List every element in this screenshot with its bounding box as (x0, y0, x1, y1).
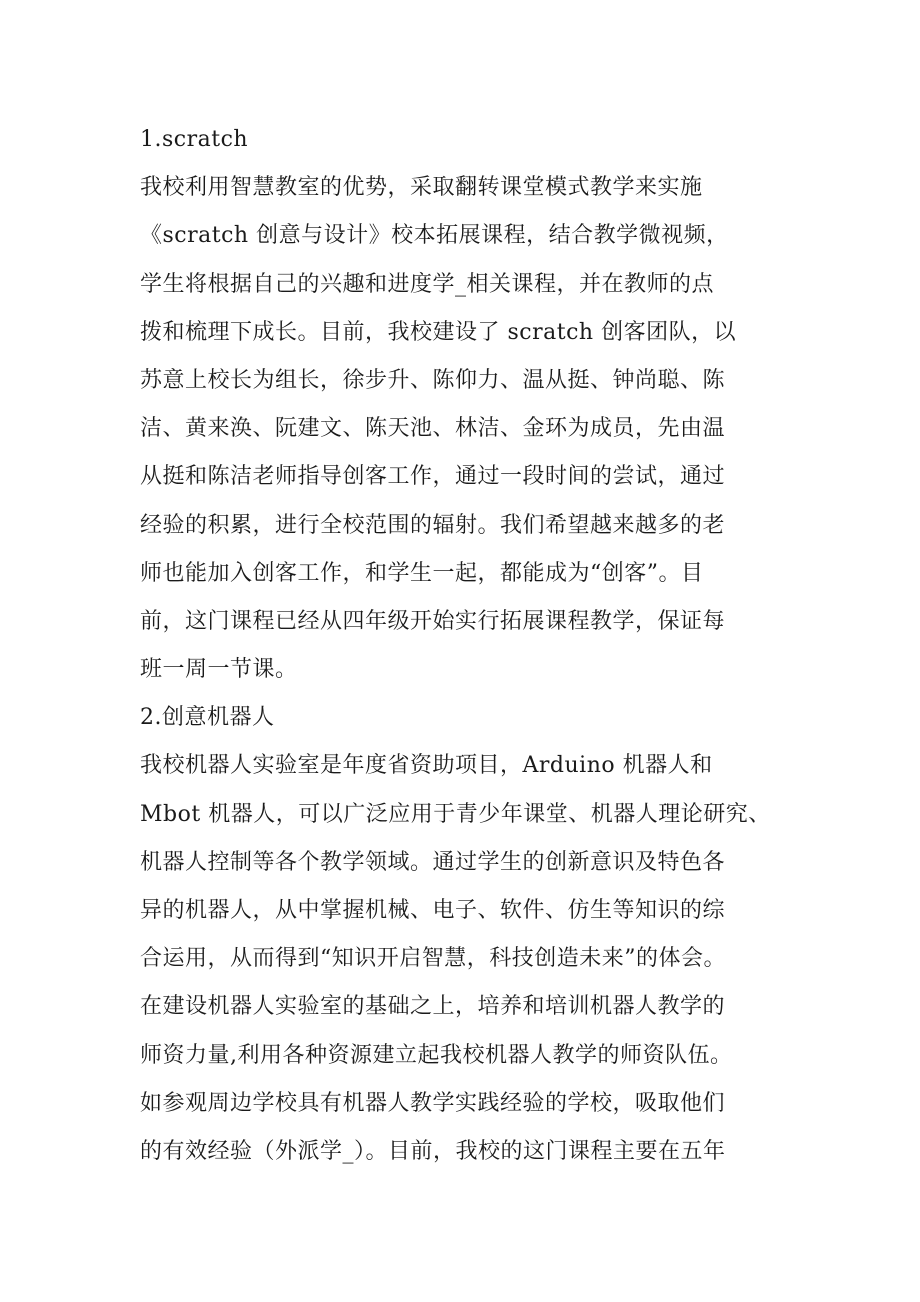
paragraph-line: 班一周一节课。 (140, 657, 298, 683)
section-heading-scratch: 1.scratch (140, 127, 249, 152)
paragraph-line: 在建设机器人实验室的基础之上，培养和培训机器人教学的 (140, 994, 726, 1020)
paragraph-line: 我校机器人实验室是年度省资助项目，Arduino 机器人和 (140, 753, 713, 779)
paragraph-line: 前，这门课程已经从四年级开始实行拓展课程教学，保证每 (140, 608, 726, 634)
paragraph-line: 师资力量,利用各种资源建立起我校机器人教学的师资队伍。 (140, 1042, 733, 1068)
document-body (140, 116, 786, 1176)
section-heading-robot: 2.创意机器人 (140, 705, 275, 731)
paragraph-line: 从挺和陈洁老师指导创客工作，通过一段时间的尝试，通过 (140, 464, 726, 490)
paragraph-line: 合运用，从而得到“知识开启智慧，科技创造未来”的体会。 (140, 946, 726, 972)
paragraph-line: Mbot 机器人，可以广泛应用于青少年课堂、机器人理论研究、 (140, 801, 771, 827)
paragraph-line: 我校利用智慧教室的优势，采取翻转课堂模式教学来实施 (140, 175, 703, 201)
paragraph-line: 《scratch 创意与设计》校本拓展课程，结合教学微视频， (140, 223, 729, 249)
paragraph-line: 师也能加入创客工作，和学生一起，都能成为“创客”。目 (140, 560, 704, 586)
paragraph-line: 异的机器人，从中掌握机械、电子、软件、仿生等知识的综 (140, 898, 726, 923)
paragraph-line: 的有效经验（外派学_）。目前，我校的这门课程主要在五年 (140, 1138, 726, 1164)
paragraph-line: 洁、黄来涣、阮建文、陈天池、林洁、金环为成员，先由温 (140, 416, 726, 442)
paragraph-line: 经验的积累，进行全校范围的辐射。我们希望越来越多的老 (140, 512, 726, 538)
paragraph-line: 拨和梳理下成长。目前，我校建设了 scratch 创客团队，以 (140, 319, 737, 345)
paragraph-line: 学生将根据自己的兴趣和进度学_相关课程，并在教师的点 (140, 271, 715, 297)
paragraph-line: 机器人控制等各个教学领域。通过学生的创新意识及特色各 (140, 849, 726, 875)
paragraph-line: 如参观周边学校具有机器人教学实践经验的学校，吸取他们 (140, 1090, 726, 1116)
paragraph-line: 苏意上校长为组长，徐步升、陈仰力、温从挺、钟尚聪、陈 (140, 367, 726, 393)
